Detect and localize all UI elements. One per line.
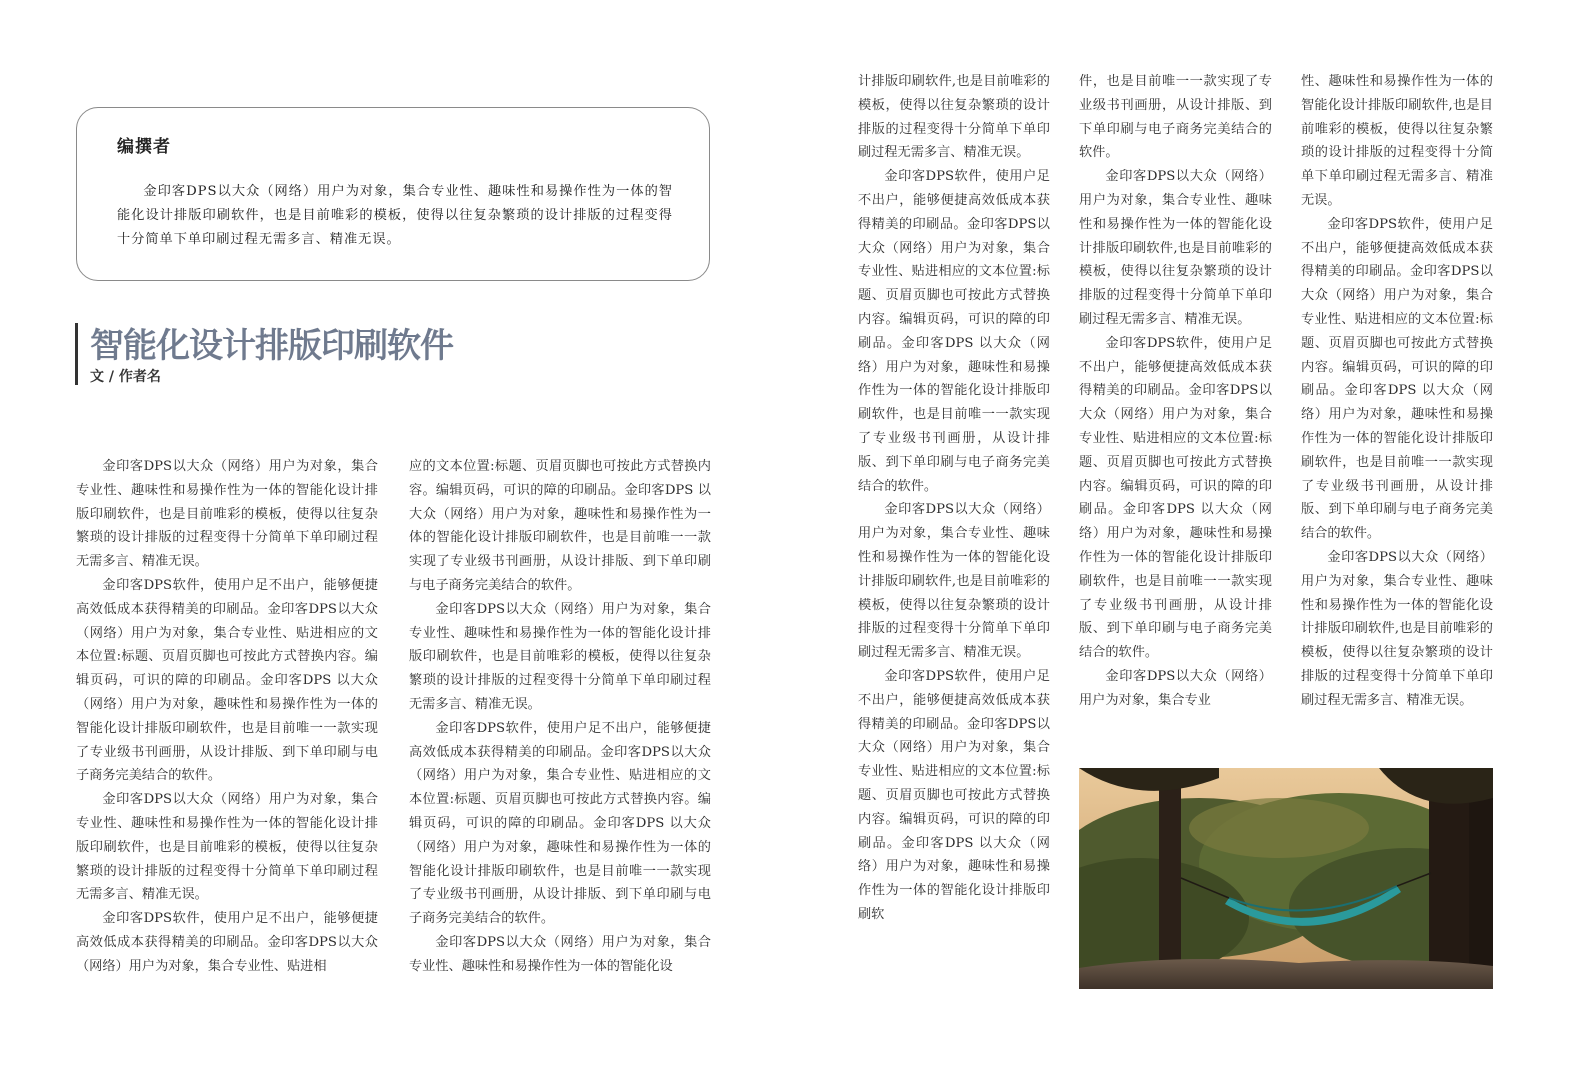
- right-column-3: [1301, 70, 1493, 760]
- paragraph: 计排版印刷软件,也是目前唯彩的模板，使得以往复杂繁琐的设计排版的过程变得十分简单下单印刷过程无需多言、精准无误。: [858, 74, 1050, 161]
- editor-box-title: 编撰者: [117, 137, 171, 157]
- hammock-forest-photo: [1079, 768, 1493, 989]
- right-column-1: [858, 70, 1050, 995]
- paragraph: 金印客DPS软件，使用户足不出户，能够便捷高效低成本获得精美的印刷品。金印客DPS以大众（网络）用户为对象，集合专业性、贴进相应的文本位置:标题、页眉页脚也可按此方式替换内容。编辑页码，可识的障的印刷品。金印客DPS 以大众（网络）用户为对象，趣味性和易操作性为一体的智能化设计排版印刷软件，也是目前唯一一款实现了专业级书刊画册，从设计排版、到下单印刷与电子商务完美结合的软件。: [76, 577, 378, 784]
- paragraph: 金印客DPS软件，使用户足不出户，能够便捷高效低成本获得精美的印刷品。金印客DPS以大众（网络）用户为对象，集合专业性、贴进相: [76, 911, 378, 974]
- paragraph: 金印客DPS以大众（网络）用户为对象，集合专业性、趣味性和易操作性为一体的智能化设计排版印刷软件，也是目前唯彩的模板，使得以往复杂繁琐的设计排版的过程变得十分简单下单印刷过程无需多言、精准无误。: [409, 601, 711, 712]
- paragraph: 金印客DPS以大众（网络）用户为对象，集合专业性、趣味性和易操作性为一体的智能化设计排版印刷软件,也是目前唯彩的模板，使得以往复杂繁琐的设计排版的过程变得十分简单下单印刷过程无需多言、精准无误。: [1301, 549, 1493, 708]
- editor-box-body: 金印客DPS以大众（网络）用户为对象，集合专业性、趣味性和易操作性为一体的智能化设计排版印刷软件，也是目前唯彩的模板，使得以往复杂繁琐的设计排版的过程变得十分简单下单印刷过程无需多言、精准无误。: [117, 184, 673, 247]
- paragraph: 金印客DPS软件，使用户足不出户，能够便捷高效低成本获得精美的印刷品。金印客DPS以大众（网络）用户为对象，集合专业性、贴进相应的文本位置:标题、页眉页脚也可按此方式替换内容。编辑页码，可识的障的印刷品。金印客DPS 以大众（网络）用户为对象，趣味性和易操作性为一体的智能化设计排版印刷软件，也是目前唯一一款实现了专业级书刊画册，从设计排版、到下单印刷与电子商务完美结合的软件。: [409, 720, 711, 927]
- paragraph: 金印客DPS以大众（网络）用户为对象，集合专业性、趣味性和易操作性为一体的智能化设计排版印刷软件，也是目前唯彩的模板，使得以往复杂繁琐的设计排版的过程变得十分简单下单印刷过程无需多言、精准无误。: [76, 459, 378, 570]
- paragraph: 应的文本位置:标题、页眉页脚也可按此方式替换内容。编辑页码，可识的障的印刷品。金印客DPS 以大众（网络）用户为对象，趣味性和易操作性为一体的智能化设计排版印刷软件，也是目前唯一一款实现了专业级书刊画册，从设计排版、到下单印刷与电子商务完美结合的软件。: [409, 459, 711, 593]
- editor-box: [76, 107, 710, 281]
- right-page: [794, 0, 1588, 1077]
- paragraph: 件，也是目前唯一一款实现了专业级书刊画册，从设计排版、到下单印刷与电子商务完美结合的软件。: [1079, 74, 1272, 161]
- paragraph: 性、趣味性和易操作性为一体的智能化设计排版印刷软件,也是目前唯彩的模板，使得以往复杂繁琐的设计排版的过程变得十分简单下单印刷过程无需多言、精准无误。: [1301, 74, 1493, 208]
- left-column-2: [409, 455, 711, 975]
- paragraph: 金印客DPS以大众（网络）用户为对象，集合专业性、趣味性和易操作性为一体的智能化设: [409, 934, 711, 974]
- paragraph: 金印客DPS以大众（网络）用户为对象，集合专业: [1079, 668, 1272, 708]
- article-author: 文 / 作者名: [90, 369, 161, 385]
- paragraph: 金印客DPS以大众（网络）用户为对象，集合专业性、趣味性和易操作性为一体的智能化设计排版印刷软件,也是目前唯彩的模板，使得以往复杂繁琐的设计排版的过程变得十分简单下单印刷过程无需多言、精准无误。: [1079, 169, 1272, 327]
- paragraph: 金印客DPS软件，使用户足不出户，能够便捷高效低成本获得精美的印刷品。金印客DPS以大众（网络）用户为对象，集合专业性、贴进相应的文本位置:标题、页眉页脚也可按此方式替换内容。编辑页码，可识的障的印刷品。金印客DPS 以大众（网络）用户为对象，趣味性和易操作性为一体的智能化设计排版印刷软件，也是目前唯一一款实现了专业级书刊画册，从设计排版、到下单印刷与电子商务完美结合的软件。: [1301, 216, 1493, 542]
- photo-illustration: [1079, 768, 1493, 989]
- paragraph: 金印客DPS以大众（网络）用户为对象，集合专业性、趣味性和易操作性为一体的智能化设计排版印刷软件,也是目前唯彩的模板，使得以往复杂繁琐的设计排版的过程变得十分简单下单印刷过程无需多言、精准无误。: [858, 502, 1050, 661]
- heading-accent-bar: [75, 323, 78, 385]
- article-title: 智能化设计排版印刷软件: [90, 326, 453, 366]
- paragraph: 金印客DPS软件，使用户足不出户，能够便捷高效低成本获得精美的印刷品。金印客DPS以大众（网络）用户为对象，集合专业性、贴进相应的文本位置:标题、页眉页脚也可按此方式替换内容。编辑页码，可识的障的印刷品。金印客DPS 以大众（网络）用户为对象，趣味性和易操作性为一体的智能化设计排版印刷软: [858, 668, 1050, 922]
- left-column-1: [76, 455, 378, 975]
- paragraph: 金印客DPS软件，使用户足不出户，能够便捷高效低成本获得精美的印刷品。金印客DPS以大众（网络）用户为对象，集合专业性、贴进相应的文本位置:标题、页眉页脚也可按此方式替换内容。编辑页码，可识的障的印刷品。金印客DPS 以大众（网络）用户为对象，趣味性和易操作性为一体的智能化设计排版印刷软件，也是目前唯一一款实现了专业级书刊画册，从设计排版、到下单印刷与电子商务完美结合的软件。: [1079, 335, 1272, 661]
- paragraph: 金印客DPS软件，使用户足不出户，能够便捷高效低成本获得精美的印刷品。金印客DPS以大众（网络）用户为对象，集合专业性、贴进相应的文本位置:标题、页眉页脚也可按此方式替换内容。编辑页码，可识的障的印刷品。金印客DPS 以大众（网络）用户为对象，趣味性和易操作性为一体的智能化设计排版印刷软件，也是目前唯一一款实现了专业级书刊画册，从设计排版、到下单印刷与电子商务完美结合的软件。: [858, 169, 1050, 494]
- paragraph: 金印客DPS以大众（网络）用户为对象，集合专业性、趣味性和易操作性为一体的智能化设计排版印刷软件，也是目前唯彩的模板，使得以往复杂繁琐的设计排版的过程变得十分简单下单印刷过程无需多言、精准无误。: [76, 792, 378, 903]
- right-column-2: [1079, 70, 1272, 760]
